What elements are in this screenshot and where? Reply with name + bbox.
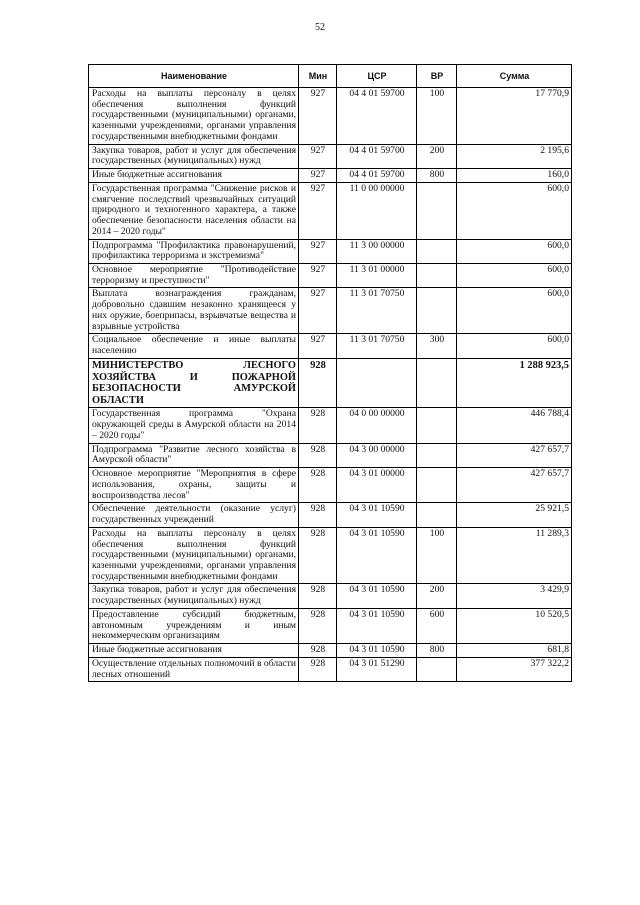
cell-min: 928 <box>299 584 337 608</box>
cell-vr <box>417 503 457 527</box>
cell-sum: 600,0 <box>457 264 572 288</box>
cell-sum: 3 429,9 <box>457 584 572 608</box>
cell-min: 928 <box>299 358 337 408</box>
cell-name: Иные бюджетные ассигнования <box>89 644 299 658</box>
cell-vr <box>417 468 457 503</box>
cell-min: 928 <box>299 503 337 527</box>
table-body <box>89 88 572 682</box>
cell-sum: 600,0 <box>457 239 572 263</box>
cell-name: Иные бюджетные ассигнования <box>89 169 299 183</box>
cell-csr: 11 3 01 70750 <box>337 334 417 358</box>
cell-name: Основное мероприятие "Противодействие терроризму и преступности" <box>89 264 299 288</box>
cell-name: Обеспечение деятельности (оказание услуг) государственных учреждений <box>89 503 299 527</box>
cell-vr <box>417 358 457 408</box>
cell-csr: 04 3 01 51290 <box>337 657 417 681</box>
table-row <box>89 657 572 681</box>
cell-csr: 04 3 00 00000 <box>337 443 417 467</box>
cell-vr <box>417 264 457 288</box>
header-csr: ЦСР <box>337 65 417 88</box>
table-row <box>89 144 572 168</box>
cell-min: 928 <box>299 468 337 503</box>
cell-csr: 04 3 01 10590 <box>337 527 417 584</box>
cell-csr: 04 3 01 00000 <box>337 468 417 503</box>
cell-sum: 427 657,7 <box>457 443 572 467</box>
cell-vr <box>417 408 457 443</box>
header-row <box>89 65 572 88</box>
cell-name: Подпрограмма "Профилактика правонарушений, профилактика терроризма и экстремизма" <box>89 239 299 263</box>
table-header <box>89 65 572 88</box>
cell-csr: 04 4 01 59700 <box>337 88 417 145</box>
cell-min: 927 <box>299 169 337 183</box>
cell-name: Государственная программа "Снижение рисков и смягчение последствий чрезвычайных ситуаций природного и техногенного характера, а также обеспечение безопасности населения области на 2014 – 2020 годы" <box>89 182 299 239</box>
cell-vr <box>417 288 457 334</box>
cell-sum: 1 288 923,5 <box>457 358 572 408</box>
table-row <box>89 408 572 443</box>
cell-vr: 100 <box>417 88 457 145</box>
cell-vr: 100 <box>417 527 457 584</box>
header-sum: Сумма <box>457 65 572 88</box>
cell-sum: 17 770,9 <box>457 88 572 145</box>
cell-sum: 10 520,5 <box>457 608 572 643</box>
cell-csr: 04 0 00 00000 <box>337 408 417 443</box>
cell-sum: 600,0 <box>457 182 572 239</box>
cell-vr: 600 <box>417 608 457 643</box>
cell-name: Социальное обеспечение и иные выплаты населению <box>89 334 299 358</box>
table-row <box>89 358 572 408</box>
cell-csr: 04 4 01 59700 <box>337 144 417 168</box>
table-row <box>89 527 572 584</box>
table-row <box>89 169 572 183</box>
cell-name: Государственная программа "Охрана окружающей среды в Амурской области на 2014 – 2020 годы" <box>89 408 299 443</box>
cell-vr <box>417 239 457 263</box>
cell-min: 928 <box>299 527 337 584</box>
cell-min: 928 <box>299 408 337 443</box>
table-row <box>89 468 572 503</box>
cell-csr: 11 0 00 00000 <box>337 182 417 239</box>
cell-min: 927 <box>299 182 337 239</box>
cell-name: Подпрограмма "Развитие лесного хозяйства в Амурской области" <box>89 443 299 467</box>
cell-min: 928 <box>299 657 337 681</box>
table-row <box>89 239 572 263</box>
table-row <box>89 264 572 288</box>
header-vr: ВР <box>417 65 457 88</box>
cell-vr: 200 <box>417 144 457 168</box>
cell-csr: 04 3 01 10590 <box>337 644 417 658</box>
cell-sum: 600,0 <box>457 334 572 358</box>
cell-csr: 04 3 01 10590 <box>337 584 417 608</box>
cell-sum: 427 657,7 <box>457 468 572 503</box>
cell-sum: 2 195,6 <box>457 144 572 168</box>
cell-min: 928 <box>299 443 337 467</box>
page-number: 52 <box>315 22 325 33</box>
cell-csr <box>337 358 417 408</box>
header-name: Наименование <box>89 65 299 88</box>
cell-vr <box>417 182 457 239</box>
table-row <box>89 644 572 658</box>
cell-sum: 681,8 <box>457 644 572 658</box>
cell-csr: 04 4 01 59700 <box>337 169 417 183</box>
cell-sum: 600,0 <box>457 288 572 334</box>
cell-csr: 04 3 01 10590 <box>337 608 417 643</box>
table-row <box>89 88 572 145</box>
cell-min: 927 <box>299 288 337 334</box>
cell-vr: 800 <box>417 644 457 658</box>
table-row <box>89 288 572 334</box>
cell-min: 927 <box>299 144 337 168</box>
table-row <box>89 503 572 527</box>
budget-table <box>88 64 572 682</box>
cell-name: Осуществление отдельных полномочий в области лесных отношений <box>89 657 299 681</box>
cell-csr: 04 3 01 10590 <box>337 503 417 527</box>
cell-name: Закупка товаров, работ и услуг для обеспечения государственных (муниципальных) нужд <box>89 584 299 608</box>
cell-vr: 200 <box>417 584 457 608</box>
cell-sum: 25 921,5 <box>457 503 572 527</box>
cell-min: 927 <box>299 239 337 263</box>
cell-min: 927 <box>299 334 337 358</box>
cell-sum: 11 289,3 <box>457 527 572 584</box>
cell-vr <box>417 443 457 467</box>
cell-name: Расходы на выплаты персоналу в целях обеспечения выполнения функций государственными (муниципальными) органами, казенными учреждениями, органами управления государственными внебюджетными фондами <box>89 527 299 584</box>
cell-min: 928 <box>299 608 337 643</box>
cell-csr: 11 3 00 00000 <box>337 239 417 263</box>
table-row <box>89 182 572 239</box>
cell-name: Расходы на выплаты персоналу в целях обеспечения выполнения функций государственными (муниципальными) органами, казенными учреждениями, органами управления государственными внебюджетными фондами <box>89 88 299 145</box>
cell-vr: 800 <box>417 169 457 183</box>
cell-name: Выплата вознаграждения гражданам, добровольно сдавшим незаконно хранящееся у них оружие, боеприпасы, взрывчатые вещества и взрывные устройства <box>89 288 299 334</box>
cell-min: 927 <box>299 88 337 145</box>
cell-csr: 11 3 01 70750 <box>337 288 417 334</box>
cell-sum: 160,0 <box>457 169 572 183</box>
cell-name: Закупка товаров, работ и услуг для обеспечения государственных (муниципальных) нужд <box>89 144 299 168</box>
table-row <box>89 584 572 608</box>
cell-vr <box>417 657 457 681</box>
table-row <box>89 334 572 358</box>
cell-vr: 300 <box>417 334 457 358</box>
header-min: Мин <box>299 65 337 88</box>
cell-sum: 377 322,2 <box>457 657 572 681</box>
cell-min: 927 <box>299 264 337 288</box>
table-row <box>89 443 572 467</box>
cell-csr: 11 3 01 00000 <box>337 264 417 288</box>
cell-name: Предоставление субсидий бюджетным, автономным учреждениям и иным некоммерческим организациям <box>89 608 299 643</box>
cell-sum: 446 788,4 <box>457 408 572 443</box>
cell-name: МИНИСТЕРСТВО ЛЕСНОГО ХОЗЯЙСТВА И ПОЖАРНОЙ БЕЗОПАСНОСТИ АМУРСКОЙ ОБЛАСТИ <box>89 358 299 408</box>
table-row <box>89 608 572 643</box>
cell-name: Основное мероприятие "Мероприятия в сфере использования, охраны, защиты и воспроизводства лесов" <box>89 468 299 503</box>
cell-min: 928 <box>299 644 337 658</box>
